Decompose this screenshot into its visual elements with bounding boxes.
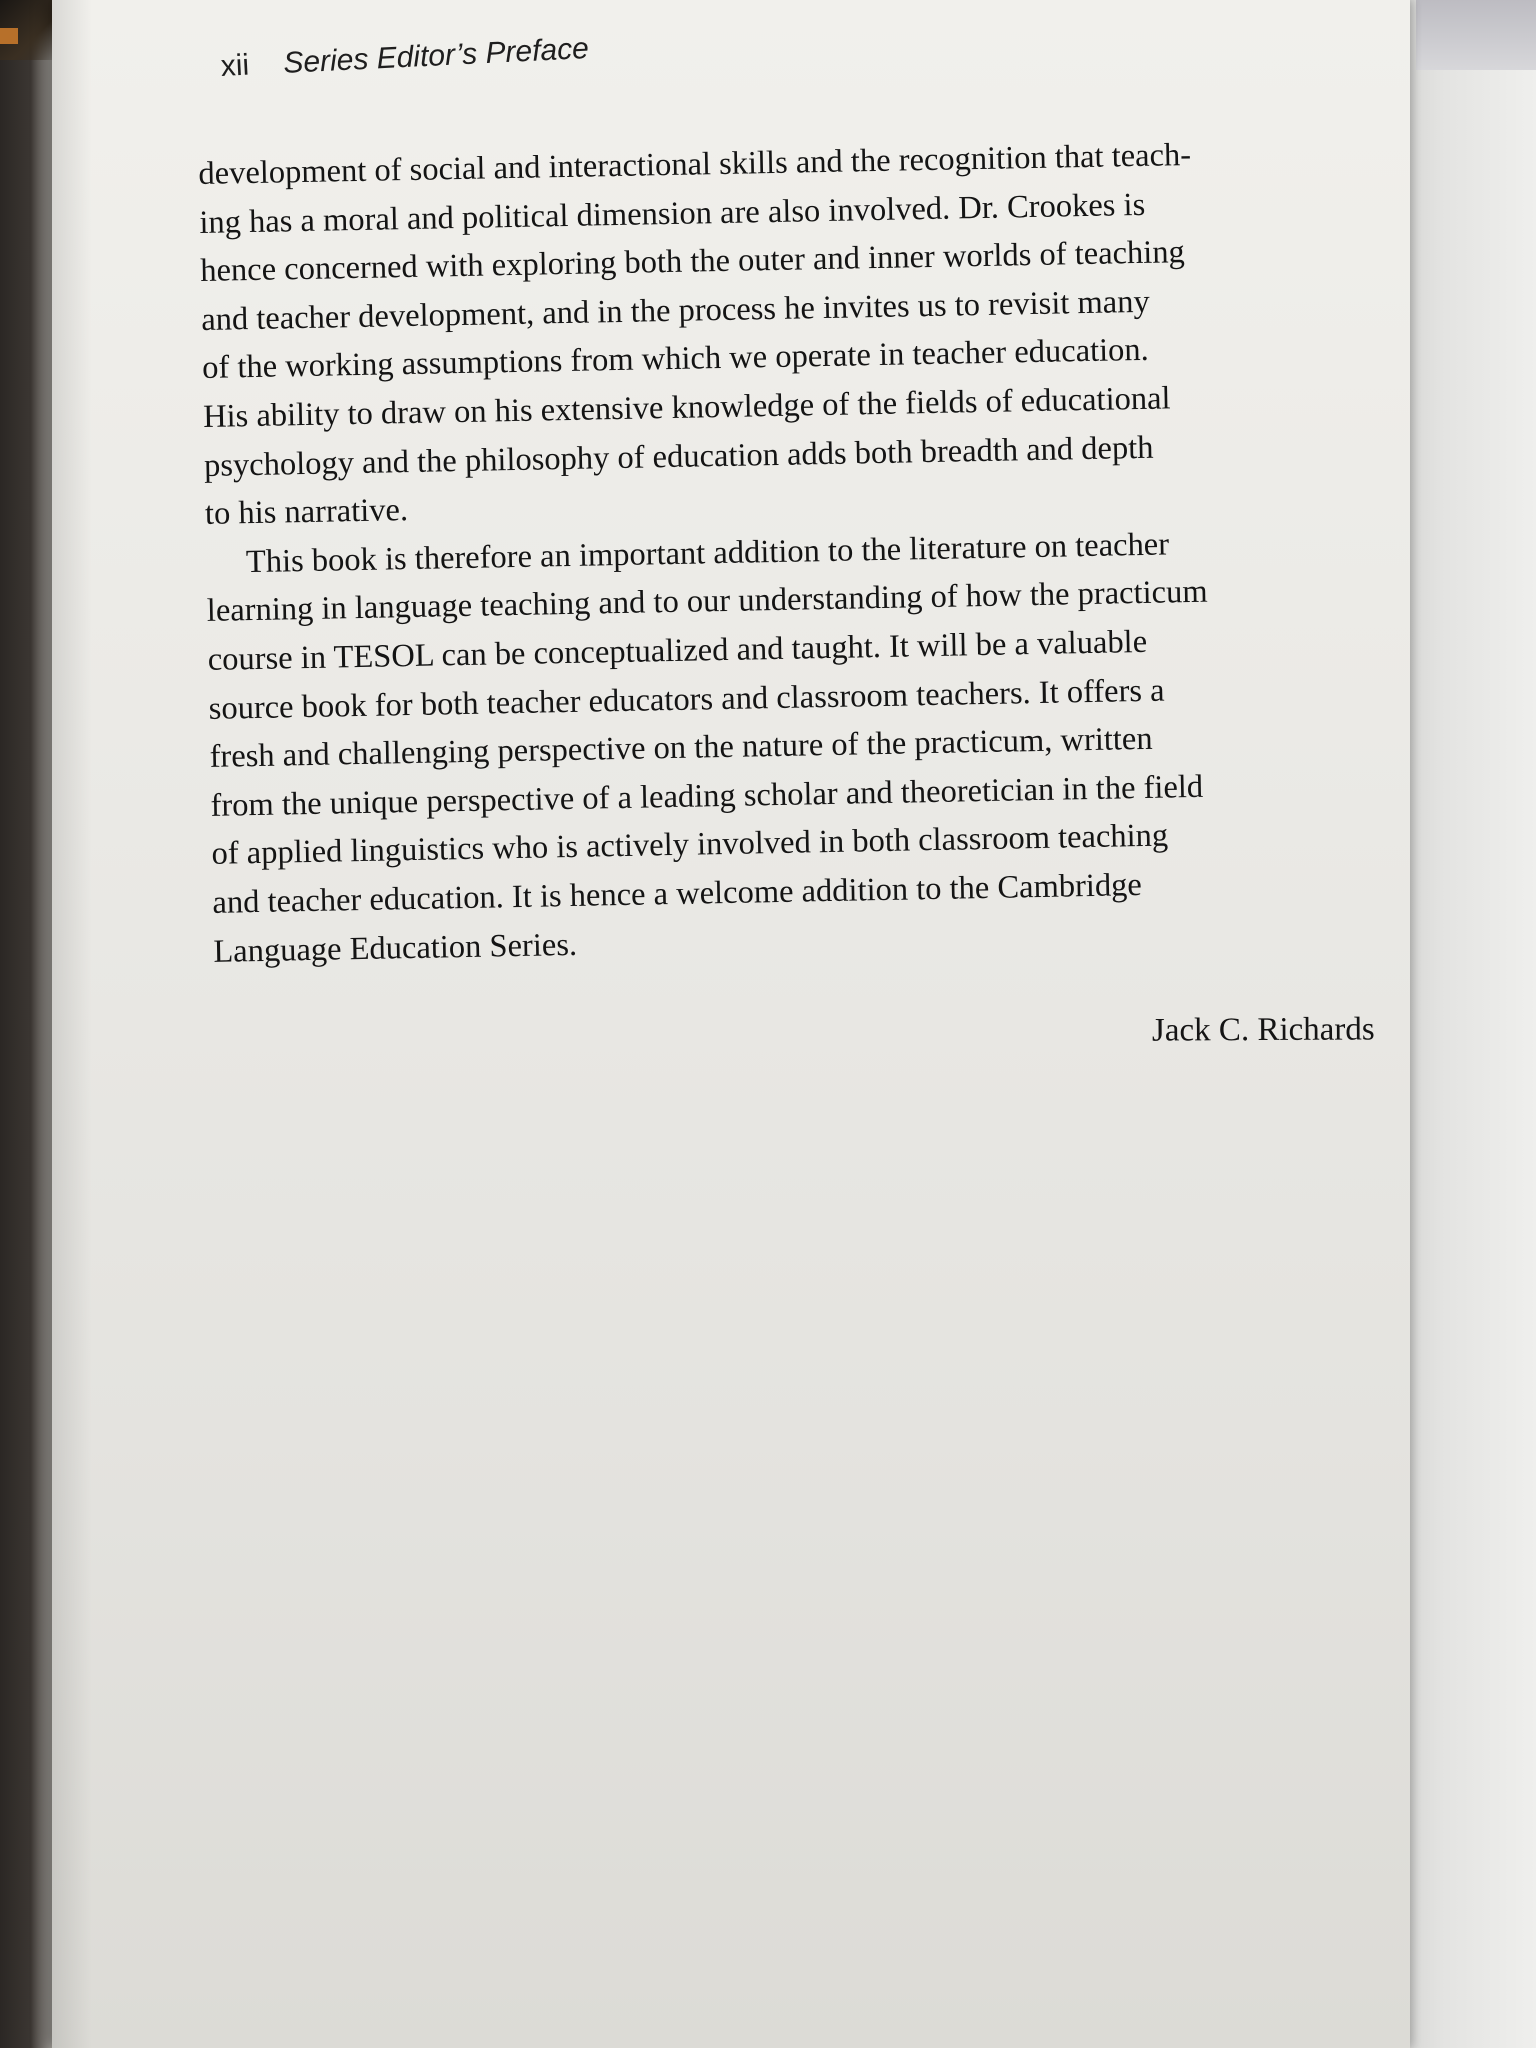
text-line: His ability to draw on his extensive knowledge of the fields of educational [202,380,1171,435]
text-line: and teacher education. It is hence a welcome addition to the Cambridge [212,866,1143,921]
text-line: to his narrative. [204,492,409,533]
text-line: Language Education Series. [213,926,578,970]
text-line: and teacher development, and in the process he invites us to revisit many [200,283,1150,338]
running-title: Series Editor’s Preface [282,32,590,80]
signature: Jack C. Richards [1151,1011,1375,1049]
book-cover-edge [0,28,18,44]
text-line: development of social and interactional skills and the recognition that teach- [198,136,1192,192]
text-line: ing has a moral and political dimension are also involved. Dr. Crookes is [199,186,1146,241]
text-line: psychology and the philosophy of education adds both breadth and depth [203,429,1154,484]
text-line: learning in language teaching and to our understanding of how the practicum [206,574,1208,630]
text-line: hence concerned with exploring both the outer and inner worlds of teaching [199,234,1186,290]
text-line: from the unique perspective of a leading scholar and theoretician in the field [210,768,1204,824]
background-surface [1416,0,1536,70]
text-line: source book for both teacher educators and classroom teachers. It offers a [208,672,1165,727]
text-line: fresh and challenging perspective on the nature of the practicum, written [209,720,1153,776]
facing-page-edge [1406,0,1536,2048]
text-line: of applied linguistics who is actively involved in both classroom teaching [211,817,1169,873]
text-line: course in TESOL can be conceptualized and taught. It will be a valuable [207,623,1148,678]
body-text [198,133,1208,976]
text-line: This book is therefore an important addition to the literature on teacher [245,526,1170,580]
text-line: of the working assumptions from which we operate in teacher education. [201,332,1150,387]
page-number: xii [220,48,250,83]
